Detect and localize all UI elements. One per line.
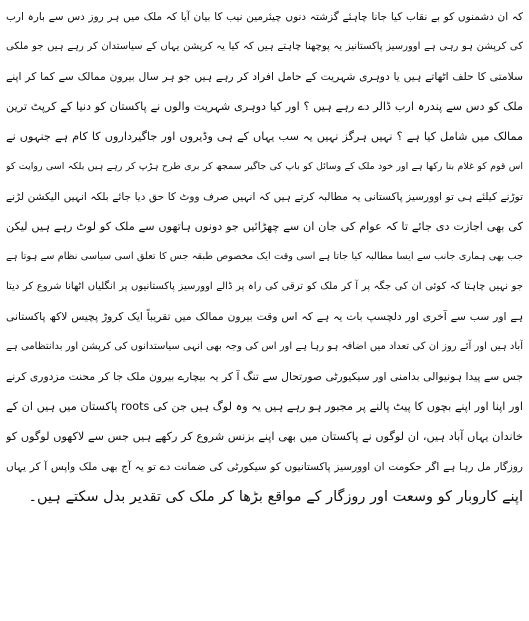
article-line: توڑنے کیلئے ہی تو اوورسیز پاکستانی یہ مطالبہ کرتے ہیں کہ انہیں صرف ووٹ کا حق دیا جائے بلکہ انہیں الیکشن لڑنے (6, 191, 523, 203)
article-text-block (4, 2, 525, 619)
article-line: کی کرپشن ہو رہی ہے اوورسیز پاکستانیز یہ پوچھنا چاہتے ہیں کہ کیا یہ کرپشن یہاں کے سیاستدان کر رہے ہیں جو ملکی (6, 41, 523, 52)
article-line: جب بھی ہماری جانب سے ایسا مطالبہ کیا جاتا ہے اسی وقت ایک مخصوص طبقہ جس کا تعلق اسی سیاسی نظام سے ہوتا ہے (6, 251, 523, 262)
article-line: کہ ان دشمنوں کو بے نقاب کیا جانا چاہئے گزشتہ دنوں چیئرمین نیب کا بیان آیا کہ ملک میں ہر روز دس سے بارہ ارب (6, 11, 523, 23)
article-line: جس سے پیدا ہونیوالی بدامنی اور سیکیورٹی صورتحال سے تنگ آ کر یہ بیچارے بیرون ملک جا کر محنت مزدوری کرنے (6, 370, 523, 383)
article-line: سلامتی کا حلف اٹھاتے ہیں یا دوہری شہریت کے حامل افراد کر رہے ہیں جو ہر سال بیرون ممالک سے کما کر اپنے (6, 70, 523, 83)
article-line: خاندان یہاں آباد ہیں، ان لوگوں نے پاکستان میں بھی اپنے بزنس شروع کر رکھے ہیں جس سے لاکھوں لوگوں کو (6, 430, 523, 443)
article-line: ہے اور سب سے آخری اور دلچسپ بات یہ ہے کہ اس وقت بیرون ممالک میں تقریباً ایک کروڑ پچیس لاکھ پاکستانی (6, 310, 523, 323)
article-line: اس قوم کو غلام بنا رکھا ہے اور خود ملک کے وسائل کو باپ کی جاگیر سمجھ کر بری طرح ہڑپ کر رہے ہیں بلکہ اسی روایت کو (6, 161, 523, 172)
article-line: روزگار مل رہا ہے اگر حکومت ان اوورسیز پاکستانیوں کو سیکورٹی کی ضمانت دے تو یہ آج بھی ملک واپس آ کر یہاں (6, 461, 523, 473)
article-line: ملک کو دس سے پندرہ ارب ڈالر دے رہے ہیں ؟ اور کیا دوہری شہریت والوں نے پاکستان کو دنیا کے کرپٹ ترین (6, 100, 523, 113)
article-line: اپنے کاروبار کو وسعت اور روزگار کے مواقع بڑھا کر ملک کی تقدیر بدل سکتے ہیں۔ (28, 489, 523, 505)
article-line: اور اپنا اور اپنے بچوں کا پیٹ پالنے پر مجبور ہو رہے ہیں یہ وہ لوگ ہیں جن کی roots پاکستان میں ہیں ان کے (6, 400, 523, 413)
article-line: ممالک میں شامل کیا ہے ؟ نہیں ہرگز نہیں یہ سب یہاں کے ہی وڈیروں اور جاگیرداروں کا کام ہے جنہوں نے (6, 130, 523, 143)
article-line: آباد ہیں اور آئے روز ان کی تعداد میں اضافہ ہو رہا ہے اور اس کی وجہ بھی انہی سیاستدانوں کی کرپشن اور بدانتظامی ہے (6, 341, 523, 352)
article-line: کی بھی اجازت دی جائے تا کہ عوام کی جان ان سے چھڑائیں جو دونوں ہاتھوں سے ملک کو لوٹ رہے ہیں لیکن (6, 220, 523, 233)
article-line: جو نہیں چاہتا کہ کوئی ان کی جگہ پر آ کر ملک کو ترقی کی راہ پر ڈالے اوورسیز پاکستانیوں پر انگلیاں اٹھانا شروع کر دیتا (6, 281, 523, 292)
